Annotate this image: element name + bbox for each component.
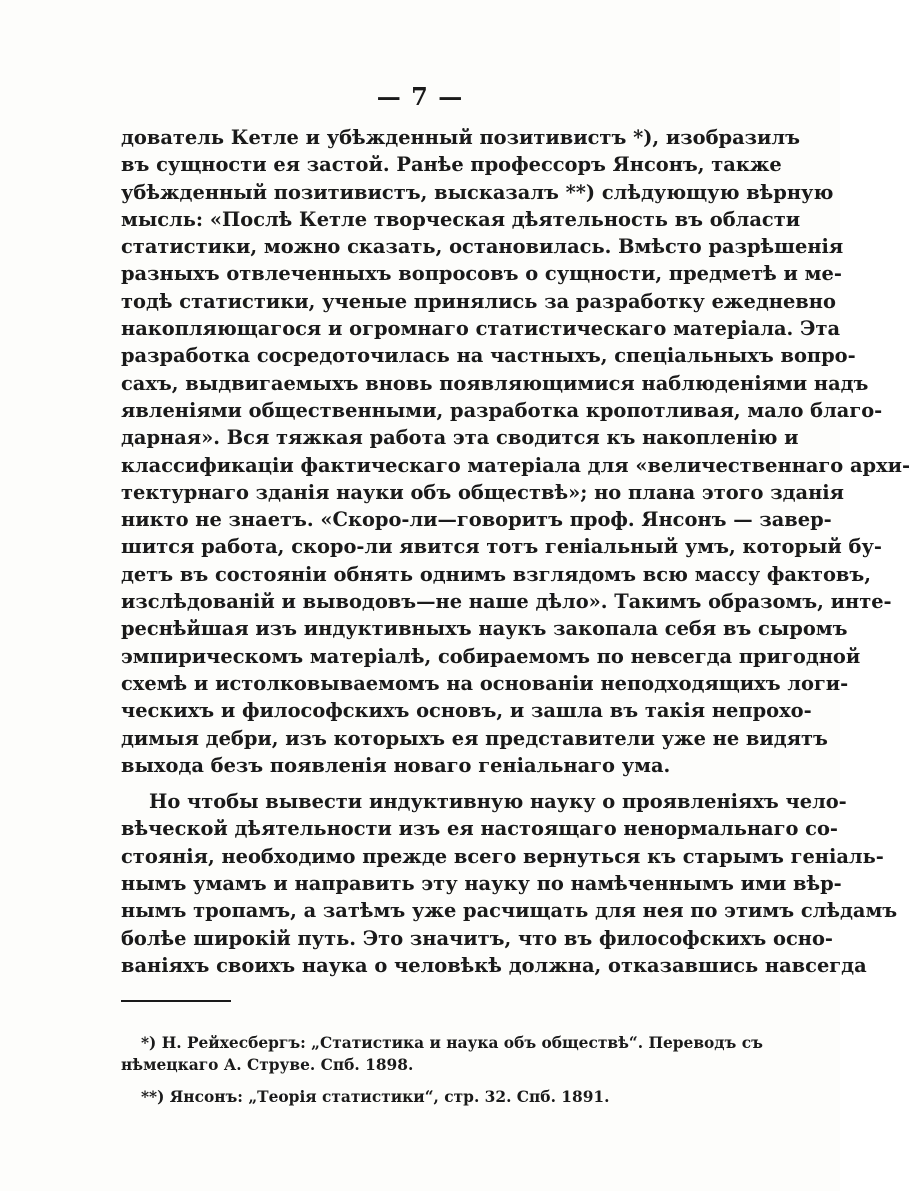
- text-line: вѣческой дѣятельности изъ ея настоящаго ненормальнаго со-: [121, 817, 838, 841]
- footnote-line: **) Янсонъ: „Теорія статистики“, стр. 32. Спб. 1891.: [141, 1088, 610, 1106]
- footnote-2: [121, 1086, 759, 1108]
- footnote-divider: [121, 1000, 231, 1002]
- text-line: мысль: «Послѣ Кетле творческая дѣятельность въ области: [121, 207, 801, 231]
- text-line: ваніяхъ своихъ наука о человѣкѣ должна, отказавшись навсегда: [121, 953, 867, 977]
- text-line: детъ въ состояніи обнять однимъ взглядомъ всю массу фактовъ,: [121, 562, 871, 586]
- paragraph-2: [121, 788, 898, 979]
- text-line: тодѣ статистики, ученые принялись за разработку ежедневно: [121, 289, 836, 313]
- footnote-1: [121, 1032, 763, 1076]
- text-line: болѣе широкій путь. Это значитъ, что въ философскихъ осно-: [121, 926, 833, 950]
- text-line: реснѣйшая изъ индуктивныхъ наукъ закопала себя въ сыромъ: [121, 617, 848, 641]
- text-line: эмпирическомъ матеріалѣ, собираемомъ по невсегда пригодной: [121, 644, 861, 668]
- footnote-line: нѣмецкаго А. Струве. Спб. 1898.: [121, 1056, 414, 1074]
- text-line: димыя дебри, изъ которыхъ ея представители уже не видятъ: [121, 726, 828, 750]
- text-line: въ сущности ея застой. Ранѣе профессоръ Янсонъ, также: [121, 153, 782, 177]
- text-line: дователь Кетле и убѣжденный позитивистъ *), изобразилъ: [121, 126, 800, 149]
- text-line: убѣжденный позитивистъ, высказалъ **) слѣдующую вѣрную: [121, 180, 834, 204]
- text-line: выхода безъ появленія новаго геніальнаго ума.: [121, 753, 671, 777]
- text-line: классификаціи фактическаго матеріала для «величественнаго архи-: [121, 453, 910, 477]
- footnote-line: *) Н. Рейхесбергъ: „Статистика и наука объ обществѣ“. Переводъ съ: [141, 1034, 763, 1052]
- text-line: статистики, можно сказать, остановилась. Вмѣсто разрѣшенія: [121, 235, 844, 259]
- text-line: ческихъ и философскихъ основъ, и зашла въ такія непрохо-: [121, 699, 812, 723]
- text-line: разныхъ отвлеченныхъ вопросовъ о сущности, предметѣ и ме-: [121, 262, 842, 286]
- body-text: [121, 124, 910, 979]
- paragraph-1: [121, 124, 910, 779]
- page-number: — 7 —: [376, 82, 464, 111]
- text-line: сахъ, выдвигаемыхъ вновь появляющимися наблюденіями надъ: [121, 371, 869, 395]
- text-line: тектурнаго зданія науки объ обществѣ»; но плана этого зданія: [121, 480, 844, 504]
- text-line: шится работа, скоро-ли явится тотъ геніальный умъ, который бу-: [121, 535, 882, 559]
- text-line: нымъ тропамъ, а затѣмъ уже расчищать для нея по этимъ слѣдамъ: [121, 899, 898, 923]
- text-line: никто не знаетъ. «Скоро-ли—говоритъ проф. Янсонъ — завер-: [121, 508, 832, 532]
- text-line: разработка сосредоточилась на частныхъ, спеціальныхъ вопро-: [121, 344, 856, 368]
- text-line: стоянія, необходимо прежде всего вернуться къ старымъ геніаль-: [121, 844, 884, 868]
- text-line: Но чтобы вывести индуктивную науку о проявленіяхъ чело-: [149, 790, 847, 814]
- text-line: явленіями общественными, разработка кропотливая, мало благо-: [121, 398, 883, 422]
- text-line: дарная». Вся тяжкая работа эта сводится къ накопленію и: [121, 426, 799, 450]
- footnotes: [121, 1032, 763, 1118]
- text-line: нымъ умамъ и направить эту науку по намѣченнымъ ими вѣр-: [121, 872, 842, 896]
- text-line: схемѣ и истолковываемомъ на основаніи неподходящихъ логи-: [121, 671, 849, 695]
- text-line: накопляющагося и огромнаго статистическаго матеріала. Эта: [121, 317, 841, 341]
- text-line: изслѣдованій и выводовъ—не наше дѣло». Такимъ образомъ, инте-: [121, 590, 892, 614]
